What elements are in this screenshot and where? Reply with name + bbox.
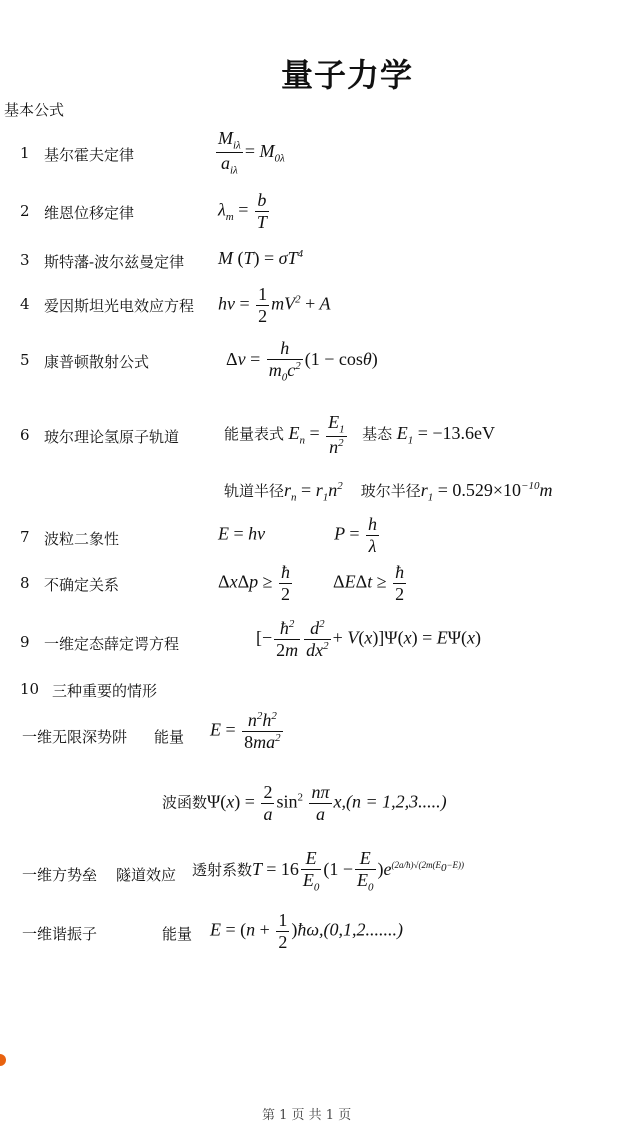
item-label-duality: 波粒二象性 <box>44 530 120 548</box>
ground-state-value: = −13.6eV <box>417 423 495 444</box>
item-number: 5 <box>20 351 30 369</box>
energy-expression-label: 能量表式 <box>224 425 285 444</box>
formula-compton: Δν = $\frac{h}{m_0c^2}$ (1 − cosθ) <box>226 338 378 384</box>
item-label-compton: 康普顿散射公式 <box>44 353 150 371</box>
bohr-radius-unit: m <box>539 480 553 500</box>
formula-kirchhoff: $\frac{M_{i\lambda}}{a_{i\lambda}}$ = $M_{0\lambda}$ <box>218 128 285 177</box>
formula-well-energy: E = $\frac{n^2h^2}{8ma^2}$ <box>210 710 281 752</box>
item-label-bohr: 玻尔理论氢原子轨道 <box>44 428 180 446</box>
formula-stefan: M $(T) = \sigma T^4$ <box>218 248 304 268</box>
page-title: 量子力学 <box>281 56 414 94</box>
bohr-radius-exponent: −10 <box>521 480 540 492</box>
item-label-kirchhoff: 基尔霍夫定律 <box>44 146 135 164</box>
formula-transmission: 透射系数T = 16 $\frac{E}{E_0}$ (1 − $\frac{E}{E_0}$ )$e^{(2a/ħ)√(2m(E_0-E))}$ <box>192 848 465 894</box>
ground-state-label: 基态 <box>362 425 393 444</box>
item-number: 9 <box>20 633 30 651</box>
formula-einstein: hν = $\frac{1}{2}$ $mV^2 + A$ <box>218 284 331 326</box>
formula-wien: $\lambda_m$ = $\frac{b}{T}$ <box>218 190 267 232</box>
page-footer: 第 1 页 共 1 页 <box>262 1108 352 1123</box>
item-label-wien: 维恩位移定律 <box>44 204 135 222</box>
tunnel-label: 隧道效应 <box>116 866 177 884</box>
formula-duality: E = hν P = $\frac{h}{\lambda}$ <box>218 514 377 556</box>
item-number: 3 <box>20 251 30 269</box>
item-label-einstein: 爱因斯坦光电效应方程 <box>44 297 195 315</box>
item-number: 8 <box>20 574 30 592</box>
item-label-schrodinger: 一维定态薛定谔方程 <box>44 635 180 653</box>
wavefunction-label: 波函数 <box>162 793 208 812</box>
item-label-stefan: 斯特藩-波尔兹曼定律 <box>44 253 185 271</box>
item-number: 6 <box>20 426 30 444</box>
item-number: 2 <box>20 202 30 220</box>
transmission-label: 透射系数 <box>192 861 253 880</box>
item-label-uncertainty: 不确定关系 <box>44 576 120 594</box>
section-heading: 基本公式 <box>4 101 65 119</box>
infinite-well-label: 一维无限深势阱 <box>22 728 128 746</box>
bohr-radius-label: 玻尔半径 <box>360 482 421 500</box>
orbit-radius-label: 轨道半径 <box>224 482 285 500</box>
oscillator-label: 一维谐振子 <box>22 925 98 943</box>
item-label-cases: 三种重要的情形 <box>52 682 158 700</box>
formula-wavefunction: 波函数Ψ(x) = $\frac{2}{a}$ $\sin^2$ $\frac{n\pi}{a}$ x,(n = 1,2,3.....) <box>162 782 447 824</box>
item-number: 7 <box>20 528 30 546</box>
item-number: 10 <box>20 680 40 698</box>
oscillator-tail: ħω,(0,1,2.......) <box>297 919 404 940</box>
barrier-label: 一维方势垒 <box>22 866 98 884</box>
formula-bohr-energy: 能量表式 $E_n$ = $\frac{E_1}{n^2}$ 基态 $E_1 = -13.6eV$ <box>224 412 495 458</box>
wavefunction-tail: x,(n = 1,2,3.....) <box>333 791 447 812</box>
formula-oscillator: E = (n + $\frac{1}{2}$ )ħω,(0,1,2.......) <box>210 910 404 952</box>
formula-bohr-radius: 轨道半径$r_n = r_1n^2$ 玻尔半径$r_1 = 0.529\times 10^{-10}m$ <box>224 480 553 504</box>
formula-schrodinger: [− $\frac{ħ^2}{2m}$ $\frac{d^2}{dx^2}$ + V(x)]Ψ(x) = EΨ(x) <box>256 618 482 660</box>
item-number: 1 <box>20 144 30 162</box>
bohr-radius-value: = 0.529×10 <box>437 480 522 500</box>
item-number: 4 <box>20 295 30 313</box>
oscillator-energy-label: 能量 <box>162 925 193 943</box>
scroll-marker <box>0 1054 6 1066</box>
infinite-well-energy-label: 能量 <box>154 728 185 746</box>
formula-uncertainty: ΔxΔp ≥ $\frac{ħ}{2}$ ΔEΔt ≥ $\frac{ħ}{2}$ <box>218 562 405 604</box>
